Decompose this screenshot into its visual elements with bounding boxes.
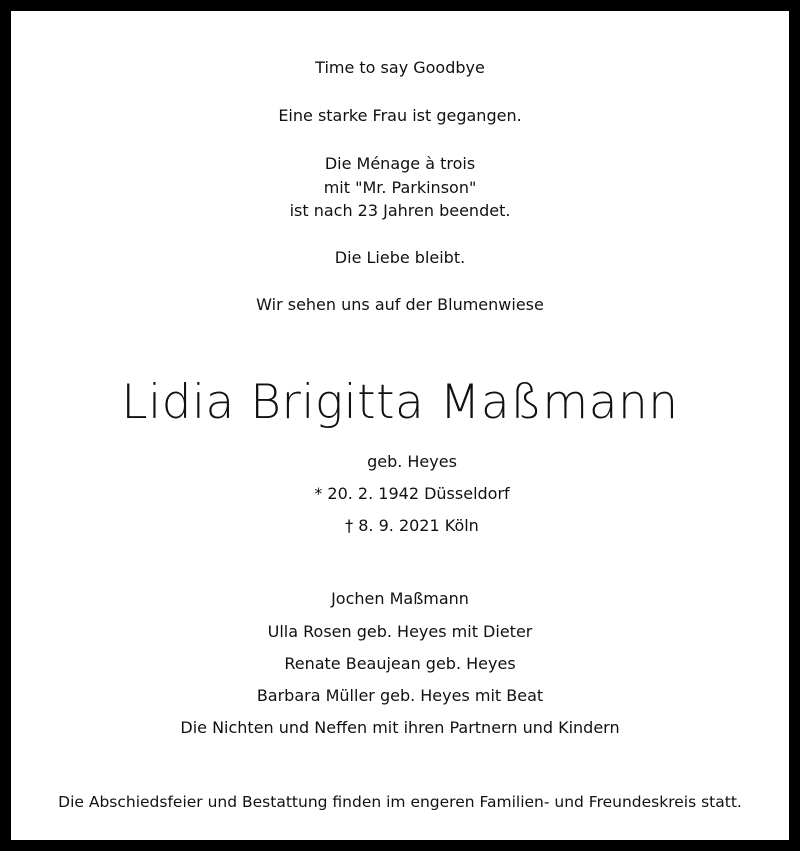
maiden-name: geb. Heyes [367, 452, 457, 471]
birth-date: * 20. 2. 1942 Düsseldorf [314, 484, 510, 503]
deceased-name: Lidia Brigitta Maßmann [121, 375, 679, 430]
verse-line: Die Ménage à trois [324, 154, 476, 173]
ceremony-notice: Die Abschiedsfeier und Bestattung finden im engeren Familien- und Freundeskreis statt. [58, 793, 742, 811]
verse-line: Wir sehen uns auf der Blumenwiese [256, 295, 544, 314]
verse-line: mit "Mr. Parkinson" [323, 178, 477, 197]
mourner-name: Jochen Maßmann [331, 589, 469, 608]
verse-line: Die Liebe bleibt. [334, 248, 466, 267]
verse-line: ist nach 23 Jahren beendet. [289, 201, 511, 220]
mourner-name: Die Nichten und Neffen mit ihren Partnern und Kindern [180, 718, 620, 737]
verse-line: Eine starke Frau ist gegangen. [278, 106, 522, 125]
mourner-name: Renate Beaujean geb. Heyes [284, 654, 516, 673]
mourner-name: Barbara Müller geb. Heyes mit Beat [256, 686, 544, 705]
verse-line: Time to say Goodbye [315, 58, 485, 77]
mourner-name: Ulla Rosen geb. Heyes mit Dieter [267, 622, 533, 641]
death-date: † 8. 9. 2021 Köln [345, 516, 479, 535]
